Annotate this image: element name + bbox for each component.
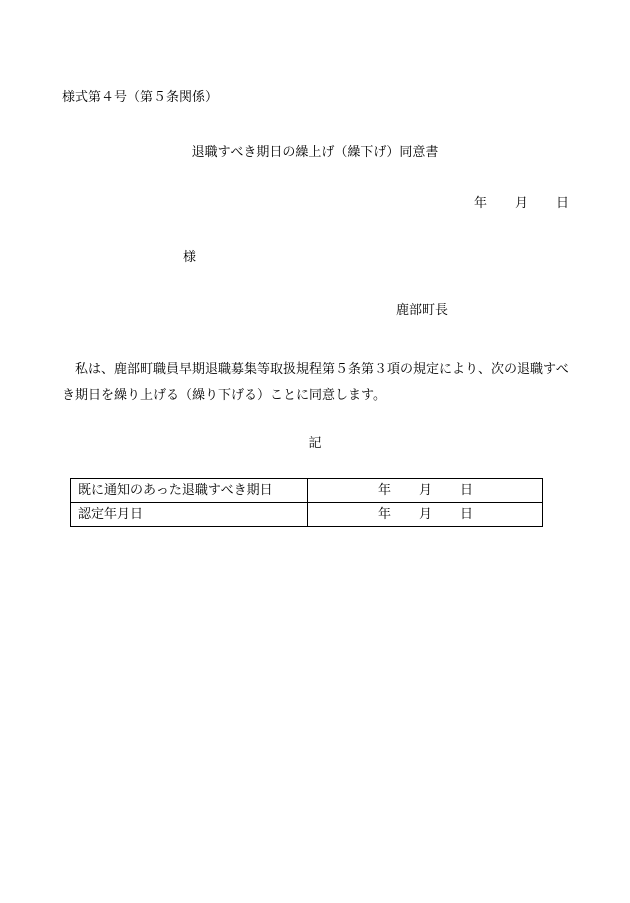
row-day: 日 bbox=[460, 507, 474, 522]
row-label: 認定年月日 bbox=[71, 503, 308, 527]
body-text: 私は、鹿部町職員早期退職募集等取扱規程第５条第３項の規定により、次の退職すべき期日を繰り上げる（繰り下げる）ことに同意します。 bbox=[62, 362, 569, 403]
row-value bbox=[308, 503, 543, 527]
ki-heading: 記 bbox=[308, 436, 322, 451]
row-month: 月 bbox=[419, 507, 433, 522]
row-value bbox=[308, 479, 543, 503]
date-year: 年 bbox=[474, 196, 488, 211]
row-day: 日 bbox=[460, 483, 474, 498]
issuer: 鹿部町長 bbox=[396, 303, 449, 318]
row-year: 年 bbox=[378, 507, 392, 522]
row-month: 月 bbox=[419, 483, 433, 498]
date-month: 月 bbox=[515, 196, 529, 211]
form-number: 様式第４号（第５条関係） bbox=[62, 90, 219, 105]
table-row bbox=[71, 503, 543, 527]
addressee-suffix: 様 bbox=[183, 250, 197, 265]
date-day: 日 bbox=[556, 196, 570, 211]
row-label: 既に通知のあった退職すべき期日 bbox=[71, 479, 308, 503]
document-title: 退職すべき期日の繰上げ（繰下げ）同意書 bbox=[191, 145, 439, 160]
table-row bbox=[71, 479, 543, 503]
dates-table bbox=[70, 478, 543, 527]
row-year: 年 bbox=[378, 483, 392, 498]
date-line bbox=[474, 197, 569, 210]
